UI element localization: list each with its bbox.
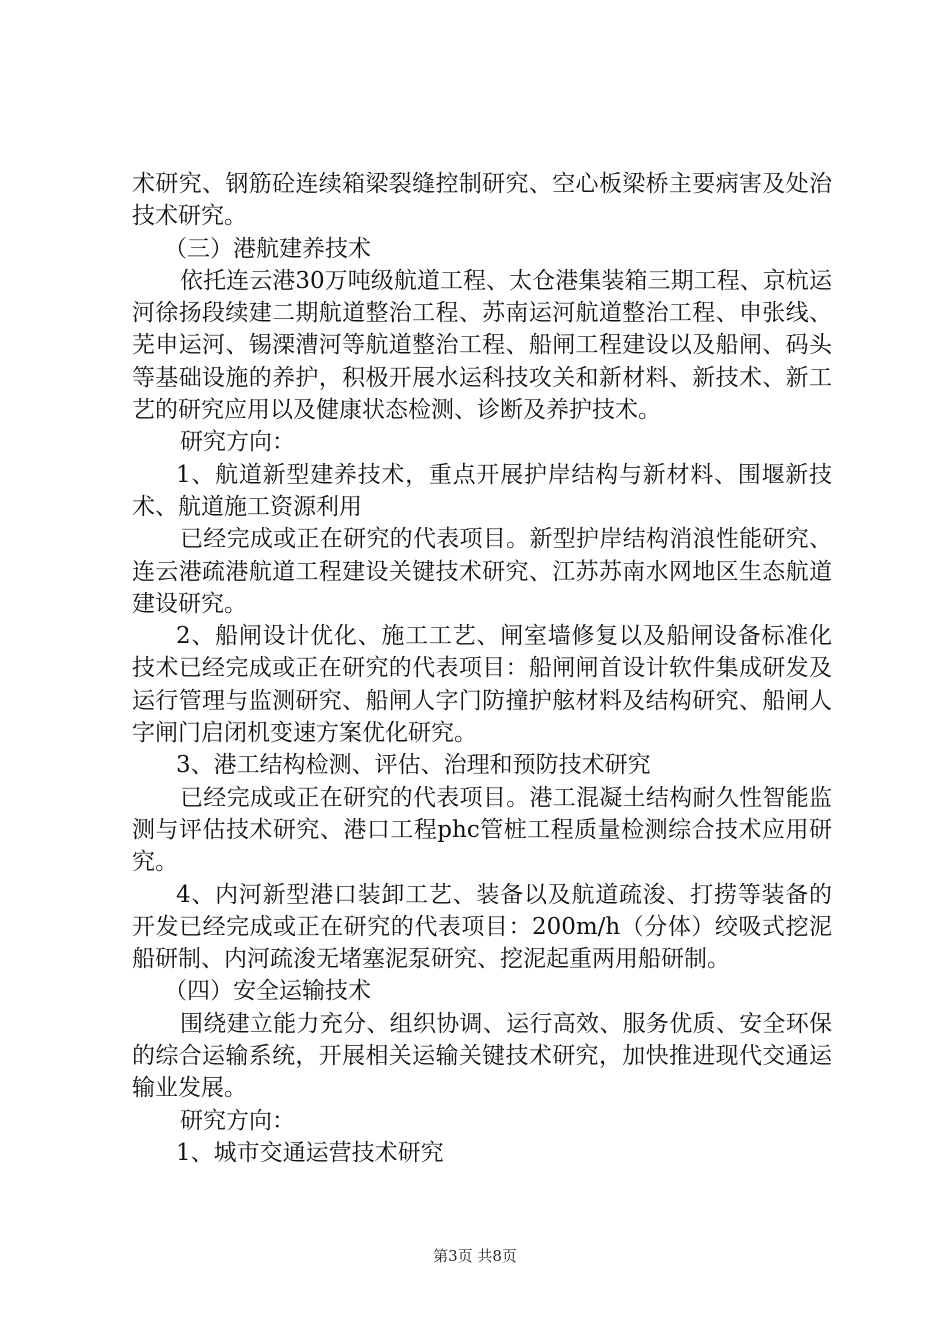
list-item: 3、港工结构检测、评估、治理和预防技术研究 (176, 752, 651, 779)
paragraph: 围绕建立能力充分、组织协调、运行高效、服务优质、安全环保的综合运输系统，开展相关运输关键技术研究，加快推进现代交通运输业发展。 (132, 1010, 832, 1102)
paragraph: 术研究、钢筋砼连续箱梁裂缝控制研究、空心板梁桥主要病害及处治技术研究。 (132, 171, 832, 230)
paragraph: 已经完成或正在研究的代表项目。港工混凝土结构耐久性智能监测与评估技术研究、港口工程phc管桩工程质量检测综合技术应用研究。 (132, 784, 832, 876)
subheading: 研究方向： (180, 1107, 295, 1134)
section-heading: （三）港航建养技术 (164, 235, 371, 262)
list-item: 1、航道新型建养技术，重点开展护岸结构与新材料、围堰新技术、航道施工资源利用 (132, 461, 832, 520)
paragraph: 已经完成或正在研究的代表项目。新型护岸结构消浪性能研究、连云港疏港航道工程建设关键技术研究、江苏苏南水网地区生态航道建设研究。 (132, 526, 832, 617)
page-footer: 第3页 共8页 (433, 1247, 517, 1265)
list-item: 4、内河新型港口装卸工艺、装备以及航道疏浚、打捞等装备的开发已经完成或正在研究的代表项目：200m/h（分体）绞吸式挖泥船研制、内河疏浚无堵塞泥泵研究、挖泥起重两用船研制。 (132, 881, 832, 973)
document-body (132, 168, 832, 1169)
list-item: 2、船闸设计优化、施工工艺、闸室墙修复以及船闸设备标准化技术已经完成或正在研究的代表项目：船闸闸首设计软件集成研发及运行管理与监测研究、船闸人字门防撞护舷材料及结构研究、船闸人字闸门启闭机变速方案优化研究。 (132, 623, 832, 747)
list-item: 1、城市交通运营技术研究 (176, 1139, 444, 1166)
paragraph: 依托连云港30万吨级航道工程、太仓港集装箱三期工程、京杭运河徐扬段续建二期航道整治工程、苏南运河航道整治工程、申张线、芜申运河、锡溧漕河等航道整治工程、船闸工程建设以及船闸、码头等基础设施的养护，积极开展水运科技攻关和新材料、新技术、新工艺的研究应用以及健康状态检测、诊断及养护技术。 (132, 267, 832, 424)
section-heading: （四）安全运输技术 (164, 978, 371, 1005)
subheading: 研究方向： (180, 429, 295, 456)
